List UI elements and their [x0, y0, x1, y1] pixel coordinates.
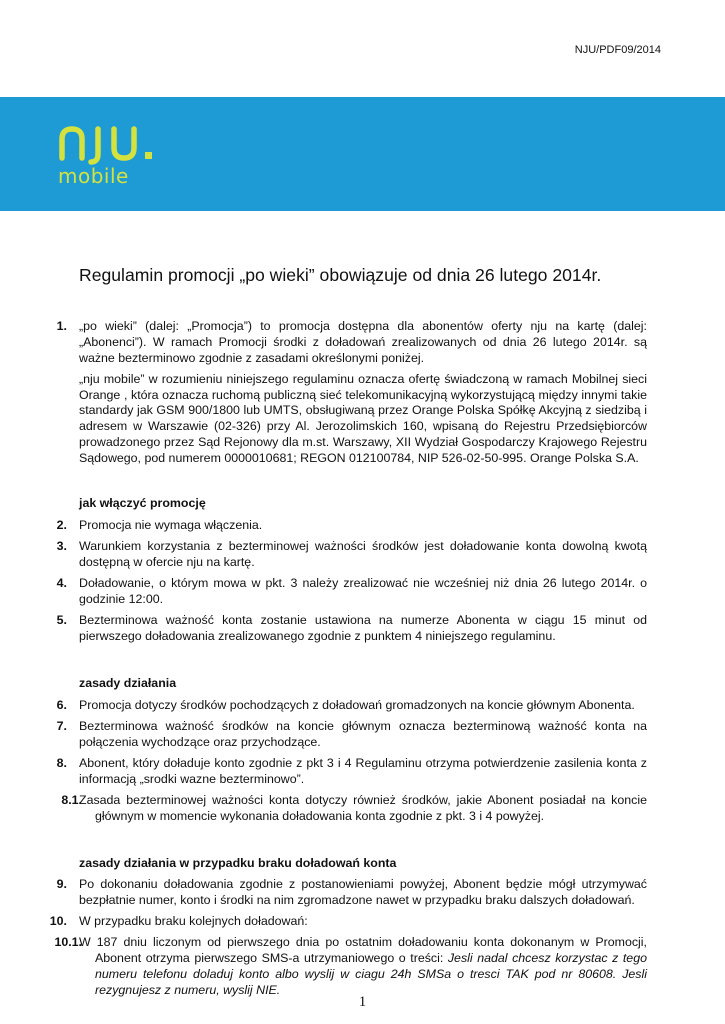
item-text: Promocja nie wymaga włączenia. [79, 517, 263, 532]
item-number: 10. [49, 913, 67, 928]
page-title: Regulamin promocji „po wieki” obowiązuje od dnia 26 lutego 2014r. [79, 265, 602, 285]
nju-mobile-logo [58, 122, 188, 188]
item-text: Warunkiem korzystania z bezterminowej ważności środków jest doładowanie konta dowolną kwotą dostępną w ofercie nju na kartę. [79, 538, 647, 569]
item-number: 3. [56, 538, 67, 553]
item-number: 1. [56, 319, 67, 333]
item-number: 10.1. [54, 935, 82, 950]
item-number: 8.1. [61, 793, 82, 808]
list-subitem [0, 935, 647, 998]
section-heading: jak włączyć promocję [79, 495, 206, 510]
list-item [0, 518, 647, 534]
sms-message-text: Jesli nadal chcesz korzystac z tego numeru telefonu doladuj konto albo wyslij w ciagu 24h SMSa o tresci TAK pod nr 80608. Jesli rezygnujesz z numeru, wyslij NIE. [95, 951, 647, 997]
list-item [0, 576, 647, 608]
list-item [0, 319, 647, 366]
definition-paragraph: „nju mobile” w rozumieniu niniejszego regulaminu oznacza ofertę świadczoną w ramach Mobilnej sieci Orange , która oznacza ruchomą publiczną sieć telekomunikacyjną wykorzystującą między innymi takie standardy jak GSM 900/1800 lub UMTS, obsługiwaną przez Orange Polska Spółkę Akcyjną z siedzibą i adresem w Warszawie (02-326) przy Al. Jerozolimskich 160, wpisaną do Rejestru Przedsiębiorców prowadzonego przez Sąd Rejonowy dla m.st. Warszawy, XII Wydział Gospodarczy Krajowego Rejestru Sądowego, pod numerem 0000010681; REGON 012100784, NIP 526-02-50-995. Orange Polska S.A. [79, 371, 647, 465]
item-text: W przypadku braku kolejnych doładowań: [79, 913, 308, 928]
item-text: Bezterminowa ważność konta zostanie ustawiona na numerze Abonenta w ciągu 15 minut od pierwszego doładowania zrealizowanego zgodnie z punktem 4 niniejszego regulaminu. [79, 613, 647, 643]
regulations-body [0, 319, 725, 1004]
item-number: 4. [56, 576, 67, 591]
list-item [0, 914, 647, 930]
item-text: Po dokonaniu doładowania zgodnie z postanowieniami powyżej, Abonent będzie mógł utrzymywać bezpłatnie numer, konto i środki na nim zgromadzone nawet w przypadku braku dalszych doładowań. [79, 876, 647, 907]
list-item [0, 756, 647, 788]
list-item [0, 613, 647, 645]
list-item [0, 698, 647, 714]
item-text: Promocja dotyczy środków pochodzących z doładowań gromadzonych na koncie głównym Abonenta. [79, 697, 635, 712]
logo-wordmark: mobile [58, 164, 129, 188]
item-number: 9. [56, 876, 67, 891]
item-text: Abonent, który doładuje konto zgodnie z pkt 3 i 4 Regulaminu otrzyma potwierdzenie zasilenia konta z informacją „srodki wazne bezterminowo”. [79, 756, 647, 786]
item-number: 7. [56, 719, 67, 734]
item-text: Zasada bezterminowej ważności konta dotyczy również środków, jakie Abonent posiadał na koncie głównym w momencie wykonania doładowania konta zgodnie z pkt. 3 i 4 powyżej. [79, 793, 647, 824]
list-item [0, 877, 647, 909]
document-reference: NJU/PDF09/2014 [574, 44, 661, 56]
section-heading: zasady działania [79, 675, 177, 690]
item-text: Bezterminowa ważność środków na koncie głównym oznacza bezterminową ważność konta na połączenia wychodzące oraz przychodzące. [79, 719, 647, 749]
item-text: W 187 dniu liczonym od pierwszego dnia po ostatnim doładowaniu konta dokonanym w Promocji, Abonent otrzyma pierwszego SMS-a utrzymaniowego o treści: [79, 935, 647, 966]
item-number: 2. [56, 517, 67, 532]
list-item [0, 539, 647, 571]
list-item [0, 719, 647, 751]
list-subitem [0, 793, 647, 825]
item-number: 5. [56, 613, 67, 628]
section-heading: zasady działania w przypadku braku doładowań konta [79, 855, 397, 870]
item-number: 8. [56, 756, 67, 771]
item-text: „po wieki” (dalej: „Promocja”) to promocja dostępna dla abonentów oferty nju na kartę (dalej: „Abonenci”). W ramach Promocji środki z doładowań zrealizowanych od dnia 26 lutego 2014r. są ważne bezterminowo zgodnie z zasadami określonymi poniżej. [79, 319, 647, 365]
item-text: Doładowanie, o którym mowa w pkt. 3 należy zrealizować nie wcześniej niż dnia 26 lutego 2014r. o godzinie 12:00. [79, 576, 647, 606]
page-number: 1 [358, 994, 367, 1010]
item-number: 6. [56, 697, 67, 712]
